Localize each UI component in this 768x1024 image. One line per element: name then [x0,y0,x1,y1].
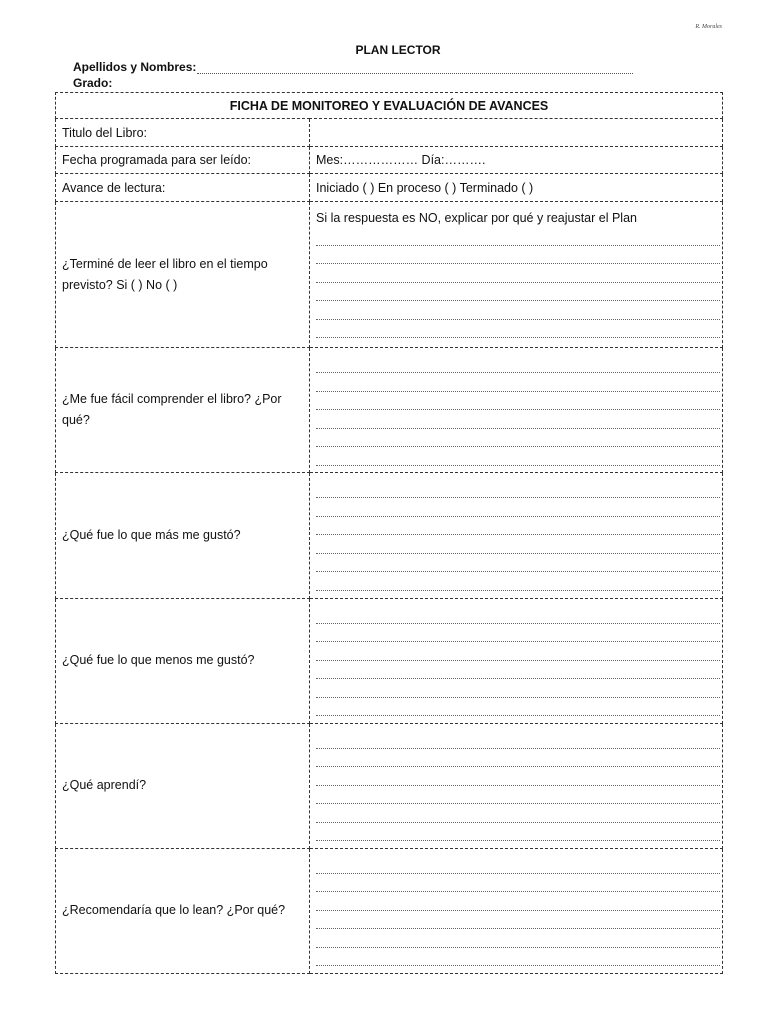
answer-line [316,498,720,517]
book-title-label: Titulo del Libro: [56,119,310,147]
answer-line [316,283,720,302]
name-label: Apellidos y Nombres: [73,60,197,74]
answer-line [316,911,720,930]
question-liked-most: ¿Qué fue lo que más me gustó? [56,473,310,598]
answer-line [316,767,720,786]
answer-line [316,679,720,698]
answer-line [316,892,720,911]
answer-line [316,301,720,320]
answer-line [316,661,720,680]
answer-recommend[interactable] [310,848,723,973]
answer-line [316,392,720,411]
answer-line [316,554,720,573]
name-field [73,60,633,74]
answer-finished-on-time[interactable] [310,202,723,348]
answer-line [316,355,720,374]
answer-line [316,429,720,448]
question-what-learned: ¿Qué aprendí? [56,723,310,848]
answer-line [316,572,720,591]
question-finished-on-time: ¿Terminé de leer el libro en el tiempo previsto? Si ( ) No ( ) [56,202,310,348]
answer-line [316,227,720,246]
answer-line [316,320,720,339]
answer-line [316,605,720,624]
question-easy-to-understand: ¿Me fue fácil comprender el libro? ¿Por qué? [56,348,310,473]
document-title: PLAN LECTOR [355,43,441,57]
answer-line [316,264,720,283]
answer-line [316,730,720,749]
author-mark: R. Morales [695,24,722,30]
answer-line [316,786,720,805]
form-heading: FICHA DE MONITOREO Y EVALUACIÓN DE AVANCES [56,93,723,119]
answer-line [316,642,720,661]
progress-label: Avance de lectura: [56,174,310,202]
answer-line [316,855,720,874]
answer-line [316,624,720,643]
progress-options[interactable]: Iniciado ( ) En proceso ( ) Terminado ( ) [310,174,723,202]
question-liked-least: ¿Qué fue lo que menos me gustó? [56,598,310,723]
answer-line [316,447,720,466]
grade-field [73,76,112,90]
scheduled-date-label: Fecha programada para ser leído: [56,147,310,174]
answer-line [316,517,720,536]
answer-line [316,874,720,893]
answer-line [316,804,720,823]
answer-easy-to-understand[interactable] [310,348,723,473]
name-fill-line[interactable] [197,63,633,74]
answer-line [316,373,720,392]
answer-line [316,948,720,967]
answer-instruction: Si la respuesta es NO, explicar por qué y reajustar el Plan [316,211,637,226]
answer-line [316,929,720,948]
answer-line [316,480,720,499]
answer-liked-most[interactable] [310,473,723,598]
answer-line [316,823,720,842]
answer-liked-least[interactable] [310,598,723,723]
answer-line [316,698,720,717]
book-title-field[interactable] [310,119,723,147]
monitoring-form [55,92,723,974]
answer-line [316,535,720,554]
question-recommend: ¿Recomendaría que lo lean? ¿Por qué? [56,848,310,973]
answer-line [316,246,720,265]
answer-line [316,410,720,429]
grade-label: Grado: [73,76,113,90]
answer-line [316,749,720,768]
answer-what-learned[interactable] [310,723,723,848]
scheduled-date-field[interactable]: Mes:……………… Día:………. [310,147,723,174]
